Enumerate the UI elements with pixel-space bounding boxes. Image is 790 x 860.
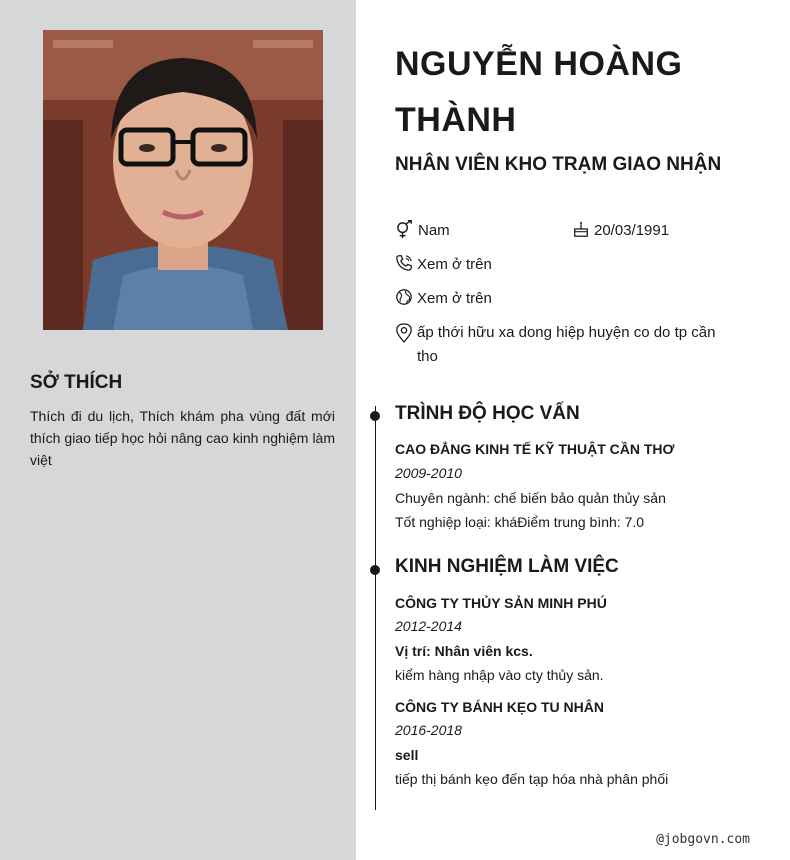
job-period: 2012-2014 <box>395 618 462 634</box>
education-period: 2009-2010 <box>395 465 462 481</box>
job-description: tiếp thị bánh kẹo đến tạp hóa nhà phân phối <box>395 771 669 787</box>
phone-icon <box>395 254 413 272</box>
job-company: CÔNG TY THỦY SẢN MINH PHÚ <box>395 595 607 611</box>
globe-icon <box>395 288 413 306</box>
timeline-dot-education <box>370 411 380 421</box>
gender-icon <box>395 220 414 239</box>
job-description: kiểm hàng nhập vào cty thủy sản. <box>395 667 604 683</box>
timeline-line <box>375 406 376 810</box>
education-title: TRÌNH ĐỘ HỌC VẤN <box>395 403 580 424</box>
phone-value: Xem ở trên <box>417 256 492 273</box>
phone-row <box>395 253 492 277</box>
address-row <box>395 321 740 369</box>
job-company: CÔNG TY BÁNH KẸO TU NHÂN <box>395 699 604 715</box>
hobbies-title: SỞ THÍCH <box>30 372 123 393</box>
job-period: 2016-2018 <box>395 722 462 738</box>
education-major: Chuyên ngành: chế biến bảo quản thủy sản <box>395 490 666 506</box>
website-row <box>395 287 492 311</box>
profile-photo <box>43 30 323 330</box>
address-value: ấp thới hữu xa dong hiệp huyện co do tp cần tho <box>417 324 716 365</box>
cake-icon <box>572 220 590 238</box>
job-position: Vị trí: Nhân viên kcs. <box>395 643 533 659</box>
location-pin-icon <box>395 322 413 344</box>
hobbies-text: Thích đi du lịch, Thích khám pha vùng đất mới thích giao tiếp học hỏi nâng cao kinh nghiệm làm việt <box>30 408 335 468</box>
gender-value: Nam <box>418 222 450 239</box>
job-position: sell <box>395 747 419 763</box>
birthdate-row <box>572 219 669 243</box>
education-grade: Tốt nghiệp loại: kháĐiểm trung bình: 7.0 <box>395 514 645 530</box>
candidate-name: NGUYỄN HOÀNG THÀNH <box>395 45 683 139</box>
experience-title: KINH NGHIỆM LÀM VIỆC <box>395 556 619 577</box>
timeline-dot-experience <box>370 565 380 575</box>
education-school: CAO ĐẲNG KINH TẾ KỸ THUẬT CẦN THƠ <box>395 441 675 457</box>
website-value: Xem ở trên <box>417 290 492 307</box>
job-title: NHÂN VIÊN KHO TRẠM GIAO NHẬN <box>395 154 722 175</box>
footer-watermark: @jobgovn.com <box>656 832 750 847</box>
birthdate-value: 20/03/1991 <box>594 222 670 239</box>
gender-row <box>395 219 450 243</box>
